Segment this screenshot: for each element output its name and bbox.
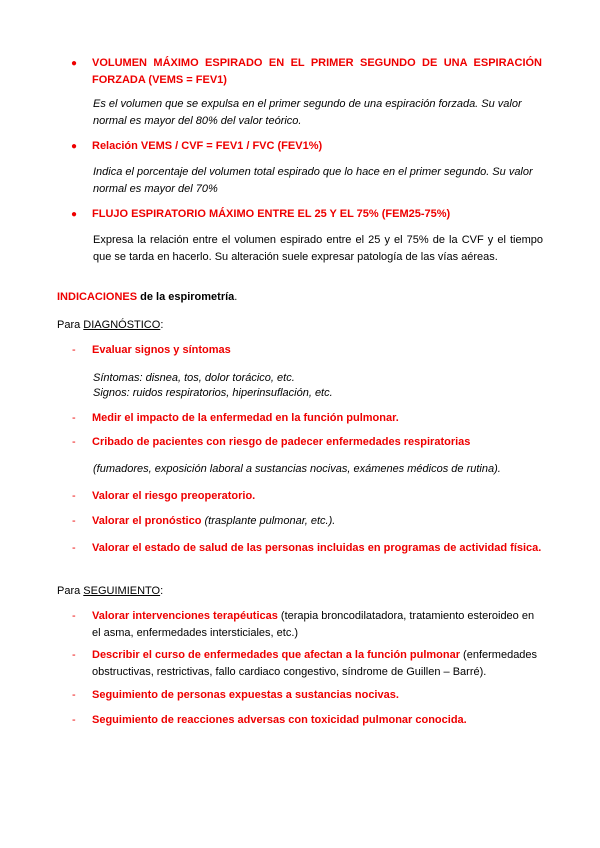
indications-heading-end: .	[234, 291, 238, 303]
indications-heading	[57, 289, 237, 305]
list-item-text: Valorar el estado de salud de las personas incluidas en programas de actividad física.	[92, 542, 542, 554]
dash-icon: -	[72, 515, 76, 527]
list-item-strong: Valorar el pronóstico	[92, 515, 202, 527]
dash-icon: -	[72, 344, 76, 356]
dash-icon: -	[72, 542, 76, 554]
bullet-icon: ●	[71, 141, 78, 152]
list-item-strong: Valorar intervenciones terapéuticas	[92, 610, 278, 622]
list-item-note: (terapia broncodilatadora, tratamiento esteroideo en el asma, enfermedades intersticiales, etc.)	[92, 610, 535, 639]
sintomas-line: Síntomas: disnea, tos, dolor torácico, etc.	[93, 372, 295, 384]
list-item-text	[92, 647, 542, 681]
list-item-note: (enfermedades obstructivas, restrictivas, fallo cardiaco congestivo, síndrome de Guillen – Barré).	[92, 649, 538, 678]
list-item	[72, 712, 542, 729]
bullet-icon: ●	[71, 209, 78, 220]
list-item-text: Valorar el riesgo preoperatorio.	[92, 490, 256, 502]
list-item-text: Medir el impacto de la enfermedad en la función pulmonar.	[92, 412, 399, 424]
dash-icon: -	[72, 649, 76, 661]
list-item	[72, 647, 542, 681]
metric-title: VOLUMEN MÁXIMO ESPIRADO EN EL PRIMER SEGUNDO DE UNA ESPIRACIÓN FORZADA (VEMS = FEV1)	[92, 57, 542, 86]
diagnostico-label: DIAGNÓSTICO	[83, 319, 161, 331]
list-item	[72, 540, 542, 557]
diagnostico-heading	[57, 317, 163, 333]
dash-icon: -	[72, 490, 76, 502]
list-item-text: Evaluar signos y síntomas	[92, 344, 231, 356]
metric-description: Indica el porcentaje del volumen total espirado que lo hace en el primer segundo. Su valor normal es mayor del 70%	[93, 166, 533, 195]
signos-line: Signos: ruidos respiratorios, hiperinsuflación, etc.	[93, 387, 333, 399]
list-item	[72, 434, 542, 451]
list-item-strong: Describir el curso de enfermedades que afectan a la función pulmonar	[92, 649, 460, 661]
list-item	[72, 410, 542, 427]
list-item-text: Seguimiento de reacciones adversas con toxicidad pulmonar conocida.	[92, 714, 467, 726]
seguimiento-suffix: :	[160, 585, 164, 597]
metric-title: Relación VEMS / CVF = FEV1 / FVC (FEV1%)	[92, 140, 323, 152]
indications-keyword: INDICACIONES	[57, 291, 138, 303]
seguimiento-prefix: Para	[57, 585, 84, 597]
dash-icon: -	[72, 610, 76, 622]
metric-fem	[72, 206, 542, 223]
seguimiento-label: SEGUIMIENTO	[83, 585, 161, 597]
dash-icon: -	[72, 436, 76, 448]
metric-fev1	[72, 55, 542, 89]
list-item-note: (trasplante pulmonar, etc.).	[201, 515, 336, 527]
list-item	[72, 608, 542, 642]
diagnostico-suffix: :	[160, 319, 164, 331]
list-item	[72, 687, 542, 704]
metric-fev1-ratio	[72, 138, 542, 155]
list-item-text: Seguimiento de personas expuestas a sustancias nocivas.	[92, 689, 399, 701]
list-item-text: Cribado de pacientes con riesgo de padecer enfermedades respiratorias	[92, 436, 471, 448]
indications-heading-rest: de la espirometría	[137, 291, 235, 303]
dash-icon: -	[72, 689, 76, 701]
dash-icon: -	[72, 412, 76, 424]
bullet-icon: ●	[71, 58, 78, 69]
list-item	[72, 488, 542, 505]
metric-description: Expresa la relación entre el volumen espirado entre el 25 y el 75% de la CVF y el tiempo que se tarda en hacerlo. Su alteración suele expresar patología de las vías aéreas.	[93, 234, 543, 263]
list-item	[72, 342, 542, 359]
metric-title: FLUJO ESPIRATORIO MÁXIMO ENTRE EL 25 Y EL 75% (FEM25-75%)	[92, 208, 451, 220]
diagnostico-prefix: Para	[57, 319, 84, 331]
metric-description: Es el volumen que se expulsa en el primer segundo de una espiración forzada. Su valor normal es mayor del 80% del valor teórico.	[93, 98, 522, 127]
seguimiento-heading	[57, 583, 163, 599]
list-item-text	[92, 608, 542, 642]
list-item-text	[92, 513, 542, 530]
dash-icon: -	[72, 714, 76, 726]
list-item	[72, 513, 542, 530]
cribado-note: (fumadores, exposición laboral a sustancias nocivas, exámenes médicos de rutina).	[93, 463, 501, 475]
